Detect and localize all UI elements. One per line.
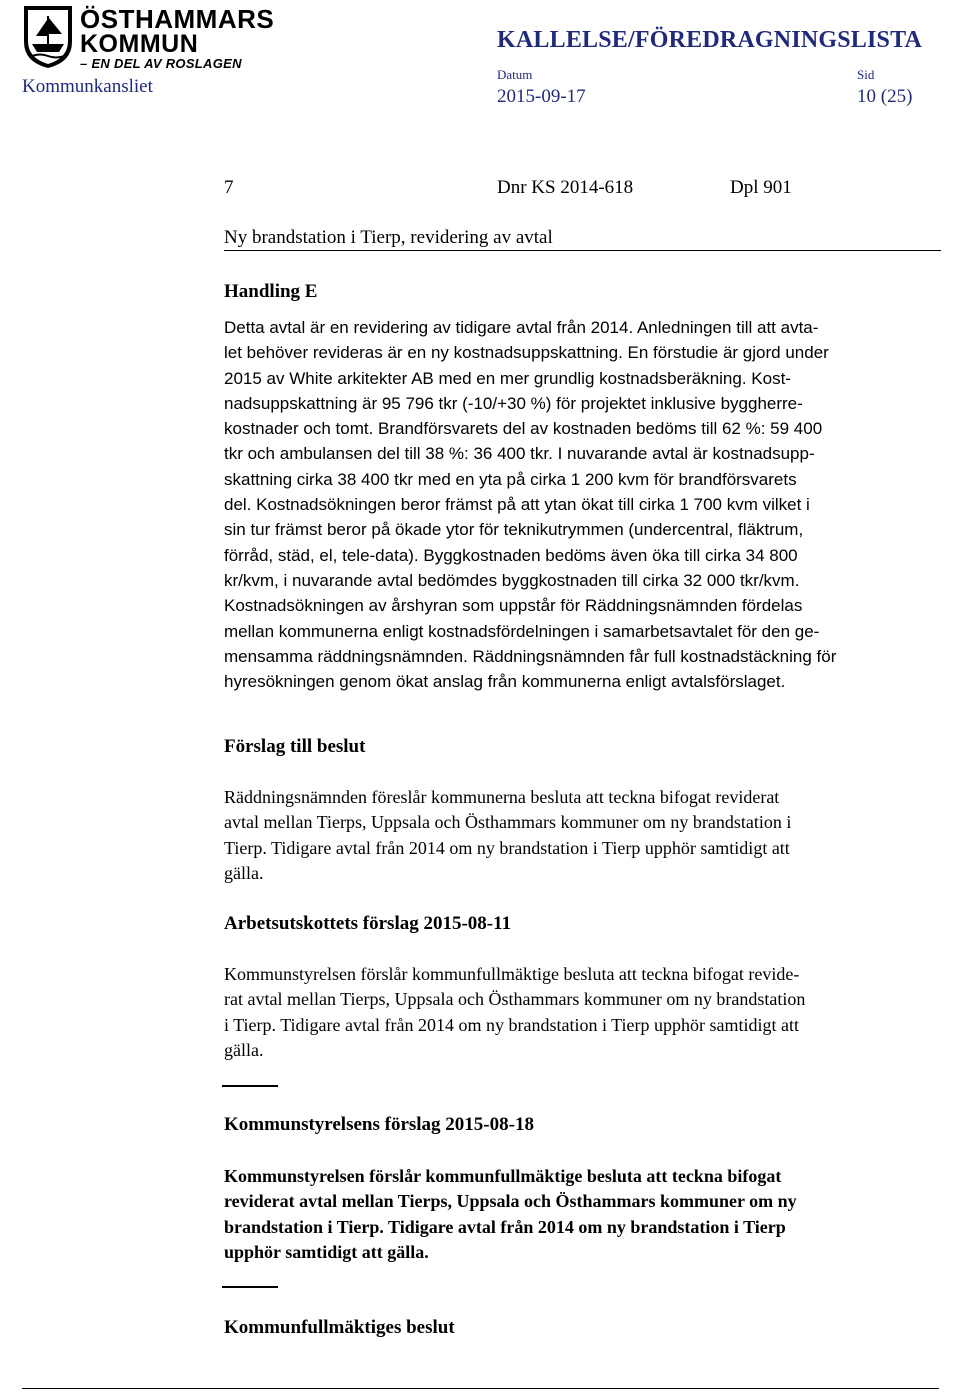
paragraph-line: nadsuppskattning är 95 796 tkr (-10/+30 %) för projektet inklusive byggherre- bbox=[224, 393, 803, 413]
section-divider bbox=[222, 1286, 278, 1288]
paragraph-line: Räddningsnämnden föreslår kommunerna besluta att teckna bifogat reviderat bbox=[224, 787, 780, 807]
ship-coat-of-arms-icon bbox=[22, 4, 74, 70]
paragraph-line: skattning cirka 38 400 tkr med en yta på cirka 1 200 kvm för brandförsvarets bbox=[224, 469, 797, 489]
diary-number: Dnr KS 2014-618 bbox=[497, 177, 634, 198]
proposal-heading: Förslag till beslut bbox=[224, 736, 366, 757]
paragraph-line: del. Kostnadsökningen beror främst på att ytan ökat till cirka 1 700 kvm vilket i bbox=[224, 495, 810, 515]
section-divider bbox=[222, 1085, 278, 1087]
board-proposal-paragraph bbox=[224, 1164, 940, 1265]
subject-divider bbox=[224, 250, 941, 251]
paragraph-line: reviderat avtal mellan Tierps, Uppsala och Östhammars kommuner om ny bbox=[224, 1191, 797, 1212]
paragraph-line: kostnader och tomt. Brandförsvarets del av kostnaden bedöms till 62 %: 59 400 bbox=[224, 419, 823, 439]
item-subject: Ny brandstation i Tierp, revidering av avtal bbox=[224, 227, 553, 248]
paragraph-line: tkr och ambulansen del till 38 %: 36 400 tkr. I nuvarande avtal är kostnadsupp- bbox=[224, 444, 815, 464]
paragraph-line: Kommunstyrelsen förslår kommunfullmäktige besluta att teckna bifogat revide- bbox=[224, 964, 800, 984]
paragraph-line: Kommunstyrelsen förslår kommunfullmäktige besluta att teckna bifogat bbox=[224, 1166, 782, 1186]
committee-proposal-paragraph bbox=[224, 962, 940, 1063]
logo-tagline: – EN DEL AV ROSLAGEN bbox=[80, 56, 242, 71]
meeting-date: 2015-09-17 bbox=[497, 86, 586, 107]
handling-heading: Handling E bbox=[224, 281, 318, 302]
document-title: KALLELSE/FÖREDRAGNINGSLISTA bbox=[497, 27, 923, 53]
paragraph-line: Tierp. Tidigare avtal från 2014 om ny brandstation i Tierp upphör samtidigt att bbox=[224, 837, 790, 858]
document-plan-number: Dpl 901 bbox=[730, 177, 792, 198]
municipality-logo bbox=[22, 4, 275, 72]
proposal-paragraph bbox=[224, 785, 940, 886]
paragraph-line: 2015 av White arkitekter AB med en mer grundlig kostnadsberäkning. Kost- bbox=[224, 368, 791, 388]
council-decision-heading: Kommunfullmäktiges beslut bbox=[224, 1317, 455, 1338]
paragraph-line: mensamma räddningsnämnden. Räddningsnämnden får full kostnadstäckning för bbox=[224, 646, 837, 666]
logo-line-kommun: KOMMUN bbox=[80, 30, 199, 58]
handling-paragraph bbox=[224, 315, 940, 694]
board-proposal-heading: Kommunstyrelsens förslag 2015-08-18 bbox=[224, 1114, 534, 1135]
logo-line-osthammars: ÖSTHAMMARS bbox=[80, 4, 275, 34]
paragraph-line: rat avtal mellan Tierps, Uppsala och Östhammars kommuner om ny brandstation bbox=[224, 989, 806, 1010]
committee-proposal-heading: Arbetsutskottets förslag 2015-08-11 bbox=[224, 913, 512, 934]
paragraph-line: Detta avtal är en revidering av tidigare avtal från 2014. Anledningen till att avta- bbox=[224, 318, 819, 337]
page-footer-rule bbox=[22, 1388, 939, 1389]
department-name: Kommunkansliet bbox=[22, 76, 153, 97]
paragraph-line: kr/kvm, i nuvarande avtal bedömdes byggkostnaden till cirka 32 000 tkr/kvm. bbox=[224, 570, 800, 590]
paragraph-line: brandstation i Tierp. Tidigare avtal från 2014 om ny brandstation i Tierp bbox=[224, 1216, 786, 1237]
paragraph-line: Kostnadsökningen av årshyran som uppstår för Räddningsnämnden fördelas bbox=[224, 596, 803, 616]
paragraph-line: sin tur främst beror på ökade ytor för teknikutrymmen (undercentral, fläktrum, bbox=[224, 520, 804, 540]
date-label: Datum bbox=[497, 67, 533, 82]
paragraph-line: mellan kommunerna enligt kostnadsfördelningen i samarbetsavtalet för den ge- bbox=[224, 621, 820, 641]
paragraph-line: upphör samtidigt att gälla. bbox=[224, 1241, 429, 1262]
item-number: 7 bbox=[224, 177, 234, 198]
paragraph-line: i Tierp. Tidigare avtal från 2014 om ny brandstation i Tierp upphör samtidigt att bbox=[224, 1014, 799, 1035]
paragraph-line: avtal mellan Tierps, Uppsala och Östhammars kommuner om ny brandstation i bbox=[224, 812, 792, 833]
paragraph-line: gälla. bbox=[224, 1039, 264, 1060]
paragraph-line: förråd, städ, el, tele-data). Byggkostnaden bedöms även öka till cirka 34 800 bbox=[224, 545, 798, 565]
paragraph-line: let behöver revideras är en ny kostnadsuppskattning. En förstudie är gjord under bbox=[224, 343, 829, 363]
page-label: Sid bbox=[857, 67, 875, 82]
page-number: 10 (25) bbox=[857, 86, 913, 107]
paragraph-line: gälla. bbox=[224, 862, 264, 883]
paragraph-line: hyresökningen genom ökat anslag från kommunerna enligt avtalsförslaget. bbox=[224, 672, 786, 692]
